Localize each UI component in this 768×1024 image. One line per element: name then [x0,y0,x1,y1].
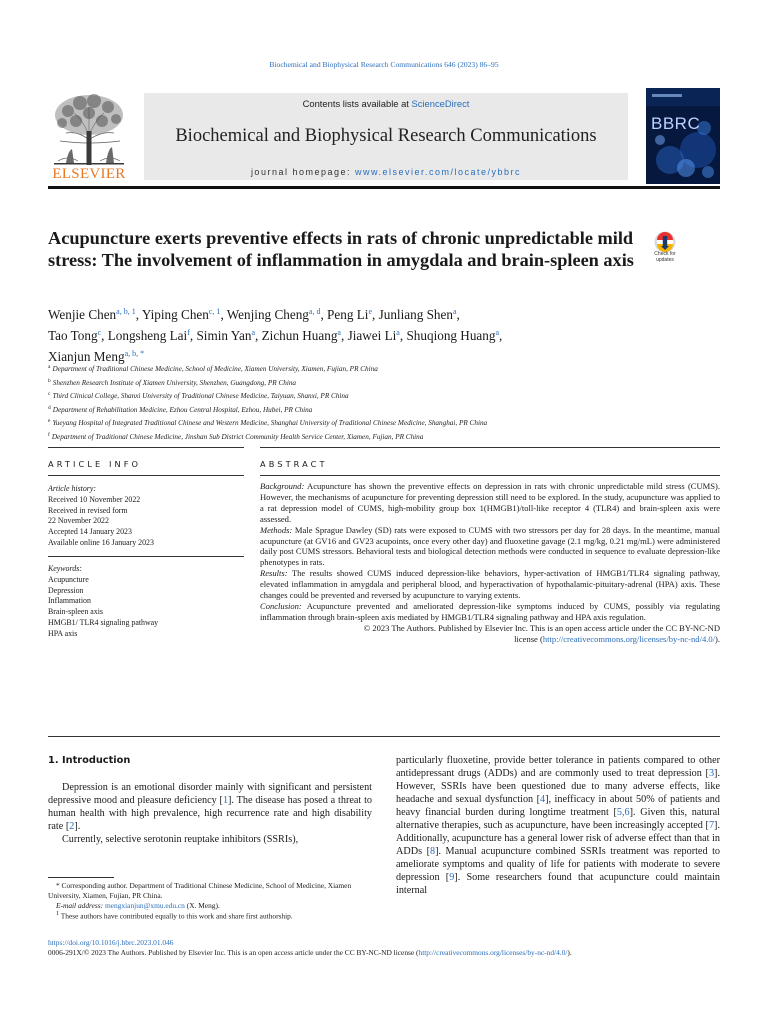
author-affiliation-marks[interactable]: c, 1 [208,307,221,316]
author-list [48,303,720,366]
abstract-heading-rule [260,475,720,476]
journal-title: Biochemical and Biophysical Research Communications [175,126,597,146]
author-affiliation-marks[interactable]: c [97,328,102,337]
author-affiliation-marks[interactable]: a, b, * [124,349,145,358]
copyright-text: license ( [514,633,543,644]
footnote-text: These authors have contributed equally to this work and share first authorship. [59,911,293,921]
author-name: Junliang Shen [378,307,453,322]
author-name: Jiawei Li [347,328,397,343]
abstract-top-rule [260,447,720,448]
issn-text: 0006-291X/© 2023 The Authors. Published by Elsevier Inc. This is an open access article under the CC BY-NC-ND license ( [48,948,419,958]
affiliation-item [48,376,720,390]
author-name: Shuqiong Huang [406,328,496,343]
affiliation-item [48,416,720,430]
journal-header-box [144,93,628,180]
reference-link[interactable]: 8 [429,846,436,857]
abstract-label: Methods: [260,524,293,535]
footer-license-link[interactable]: http://creativecommons.org/licenses/by-nc-nd/4.0/ [418,948,568,958]
abstract-label: Conclusion: [260,600,302,611]
abstract-methods [260,525,720,569]
sciencedirect-link[interactable]: ScienceDirect [411,98,470,109]
abstract-results [260,568,720,601]
doi-link[interactable]: https://doi.org/10.1016/j.bbrc.2023.01.046 [48,938,174,947]
journal-cover[interactable] [646,88,720,184]
reference-link[interactable]: 4 [540,794,546,805]
contents-prefix: Contents lists available at [302,98,412,109]
author-separator: , [399,328,407,343]
text-run: ]. However, SSRIs have been questioned due to many adverse effects, like headache and sexual dysfunction [ [396,768,720,805]
reference-link[interactable]: 7 [708,820,715,831]
author[interactable] [379,307,460,322]
author-name: Longsheng Lai [107,328,188,343]
affiliation-text: Yueyang Hospital of Integrated Traditional Chinese and Western Medicine, Shanghai University of Traditional Chinese Medicine, Shanghai, PR China [52,419,488,428]
corresponding-author-note: * Corresponding author. Department of Traditional Chinese Medicine, School of Medicine, Xiamen University, Xiamen, Fujian, PR China. [48,881,352,900]
journal-homepage-link[interactable]: www.elsevier.com/locate/ybbrc [355,167,522,177]
keyword-item: HPA axis [48,628,78,638]
license-link[interactable]: http://creativecommons.org/licenses/by-nc-nd/4.0/ [542,633,716,644]
affiliation-text: Department of Rehabilitation Medicine, Ezhou Central Hospital, Ezhou, Hubei, PR China [52,405,313,414]
author-name: Tao Tong [48,328,98,343]
reference-link[interactable]: 5,6 [616,807,630,818]
history-item: Received 10 November 2022 [48,494,141,504]
author[interactable] [348,328,407,343]
abstract-copyright [260,623,720,645]
abstract-text: Male Sprague Dawley (SD) rats were exposed to CUMS with two stressors per day for 28 days. In the meantime, manual acupuncture (at GV16 and GV23 acupoints, once every other day) and fluoxetine gavage (2.1 mg/kg, 0.21 mg/mL) were administered daily post CUMS stressors. Behavioral tests and biological detection methods were conducted in sequence to evaluate depression-like phenotypes in rats. [260,524,720,568]
author-separator: , [372,307,379,322]
affiliation-text: Third Clinical College, Shanxi University of Traditional Chinese Medicine, Taiyuan, Shanxi, PR China [52,392,349,401]
author-name: Xianjun Meng [48,349,125,364]
elsevier-logo[interactable] [48,91,130,183]
keyword-item: Acupuncture [48,574,89,584]
reference-link[interactable]: 3 [708,768,715,779]
text-run: ]. Additionally, acupuncture has a general lower risk of adverse effect than that in ADDs [ [396,820,720,857]
author-name: Peng Li [327,307,369,322]
abstract-heading: ABSTRACT [260,459,328,469]
author-separator: , [320,307,328,322]
email-label: E-mail address: [56,900,105,910]
affiliation-key: b [48,377,51,384]
journal-masthead [48,88,720,186]
affiliation-item [48,362,720,376]
journal-cover-image-icon [646,88,720,184]
text-run: ]. Some researchers found that acupuncture could maintain internal [396,872,720,896]
article-info-heading: ARTICLE INFO [48,459,142,469]
text-run: ], inefficacy in about 50% of patients and heavy financial burden during longtime treatment [ [396,794,720,818]
author-affiliation-marks[interactable]: a, b, 1 [116,307,136,316]
page-footer [48,938,728,958]
abstract-label: Background: [260,481,305,491]
author-affiliation-marks[interactable]: a [337,328,341,337]
article-history-label: Article history: [48,484,96,493]
author-separator: , [340,328,348,343]
article-title: Acupuncture exerts preventive effects in rats of chronic unpredictable mild stress: The involvement of inflammation in amygdala and brain-spleen axis [48,228,634,270]
introduction-heading: 1. Introduction [48,755,131,766]
author[interactable] [327,307,379,322]
author-separator: , [255,328,262,343]
intro-paragraph [48,781,372,833]
crossmark-label [641,252,689,263]
keyword-item: Depression [48,585,84,595]
keywords [48,564,244,640]
history-item: Available online 16 January 2023 [48,537,154,547]
footnotes [48,881,372,922]
abstract-conclusion [260,601,720,623]
affiliation-key: c [48,391,51,398]
footnote-divider [48,877,114,878]
reference-link[interactable]: 9 [449,872,455,883]
author-affiliation-marks[interactable]: e [368,307,373,316]
author-affiliation-marks[interactable]: a [452,307,457,316]
email-note [48,901,372,911]
author[interactable] [48,307,142,322]
issn-line [48,948,728,958]
article-info-top-rule [48,447,244,448]
author-separator: , [189,328,197,343]
author[interactable] [196,328,261,343]
author-separator: , [135,307,142,322]
intro-paragraph-continued [396,754,720,897]
masthead-divider [48,186,720,189]
history-item: Received in revised form [48,505,128,515]
intro-paragraph: Currently, selective serotonin reuptake inhibitors (SSRIs), [62,834,299,845]
affiliation-key: f [48,431,50,438]
copyright-text: © 2023 The Authors. Published by Elsevier Inc. This is an open access article under the CC BY-NC-ND [363,622,720,633]
keyword-item: Brain-spleen axis [48,607,103,617]
footnote-mark: 1 [56,911,60,918]
affiliation-key: d [48,404,51,411]
crossmark-label-line-2: updates [656,256,674,263]
author-name: Zichun Huang [261,328,338,343]
history-keywords-divider [48,556,244,557]
body-column-left [48,754,372,846]
email-link[interactable]: mengxianjun@xmu.edu.cn [105,900,185,910]
keywords-label: Keywords: [48,564,82,573]
affiliation-item [48,403,720,417]
author[interactable] [142,307,227,322]
reference-link[interactable]: 2 [69,821,75,832]
text-run: ]. Given this, natural alternative therapies, such as acupuncture, have been increasingly accepted [ [396,807,720,831]
affiliation-list [48,362,720,444]
affiliation-key: a [48,364,51,370]
journal-citation[interactable]: Biochemical and Biophysical Research Communications 646 (2023) 86–95 [269,60,499,69]
affiliation-text: Department of Traditional Chinese Medicine, School of Medicine, Xiamen University, Xiamen, Fujian, PR China [52,365,378,373]
abstract-text: The results showed CUMS induced depression-like behaviors, hyper-activation of HMGB1/TLR4 signaling pathway, elevated inflammation in amygdala and peripheral blood, and hyperactivation of hypothalamic-pituitary-adrenal (HPA) axis. These changes could be prevented and reversed by acupuncture to varying extents. [260,568,720,601]
copyright-text: ). [715,633,720,644]
abstract-bottom-rule [48,736,720,737]
affiliation-key: e [48,418,51,425]
author-name: Wenjing Cheng [226,307,309,322]
cover-title: BBRC [651,114,701,133]
reference-link[interactable]: 1 [222,795,229,806]
abstract-text: Acupuncture prevented and ameliorated depression-like symptoms induced by CUMS, possibly via regulating inflammation through brain-spleen axis mediated by HMGB1/TLR4 signaling pathway and HPA axis regulation. [260,600,720,622]
article-history [48,484,244,549]
abstract-text: Acupuncture has shown the preventive effects on depression in rats with chronic unpredictable mild stress (CUMS). However, the mechanisms of acupuncture for preventing depression still need to be explored. In the study, acupuncture was applied to a rat depression model of CUMS, high-mobility group box 1(HMGB1)/toll-like receptor 4 (TLR4) and brain-spleen axis were assessed. [260,481,720,524]
affiliation-text: Department of Traditional Chinese Medicine, Jinshan Sub District Community Health Service Center, Xiamen, Fujian, PR China [51,432,424,441]
affiliation-item [48,430,720,444]
equal-contribution-note [48,910,372,921]
elsevier-wordmark: ELSEVIER [52,166,126,182]
author-affiliation-marks[interactable]: a [396,328,400,337]
history-item: Accepted 14 January 2023 [48,527,132,537]
contents-line [144,98,628,109]
author-separator: , [499,328,503,343]
email-suffix: (X. Meng). [184,900,220,910]
author-affiliation-marks[interactable]: a, d [308,307,321,316]
keyword-item: HMGB1/ TLR4 signaling pathway [48,617,159,627]
author[interactable] [108,328,197,343]
text-run: Depression is an emotional disorder mainly with significant and persistent depressive mood and pleasure deficiency [ [48,782,372,806]
author-affiliation-marks[interactable]: a [495,328,500,337]
abstract-label: Results: [260,568,288,579]
author-name: Simin Yan [196,328,252,343]
affiliation-text: Shenzhen Research Institute of Xiamen University, Shenzhen, Guangdong, PR China [52,378,297,387]
elsevier-tree-logo-icon [48,91,130,167]
text-run: ]. The disease has posed a threat to human health with high prevalence, high recurrence rate and high disability rate [ [48,795,372,832]
homepage-prefix: journal homepage: [250,167,355,177]
author-affiliation-marks[interactable]: a [251,328,256,337]
affiliation-item [48,389,720,403]
author[interactable] [227,307,327,322]
author-separator: , [220,307,227,322]
author-separator: , [101,328,108,343]
author[interactable] [262,328,348,343]
text-run: ]. Manual acupuncture combined SSRIs treatment was reported to ameliorate symptoms and quality of life for patients with moderate to severe depression [ [396,846,720,883]
journal-homepage-line [144,167,628,177]
body-column-right [396,754,720,897]
abstract-body [260,481,720,645]
history-item: 22 November 2022 [48,516,109,526]
author[interactable] [48,328,108,343]
abstract-background [260,481,720,525]
text-run: ]. [74,821,81,832]
author-separator: , [456,307,460,322]
author[interactable] [406,328,502,343]
author-affiliation-marks[interactable]: f [187,328,190,337]
keyword-item: Inflammation [48,596,91,606]
article-info-heading-rule [48,475,244,476]
crossmark-label-line-1: Check for [654,251,676,257]
author-name: Yiping Chen [141,307,209,322]
author-name: Wenjie Chen [48,307,117,322]
issn-suffix: ). [567,948,572,958]
text-run: particularly fluoxetine, provide better tolerance in patients compared to other antidepressant drugs (ADDs) and are commonly used to treat depression [ [396,755,720,779]
